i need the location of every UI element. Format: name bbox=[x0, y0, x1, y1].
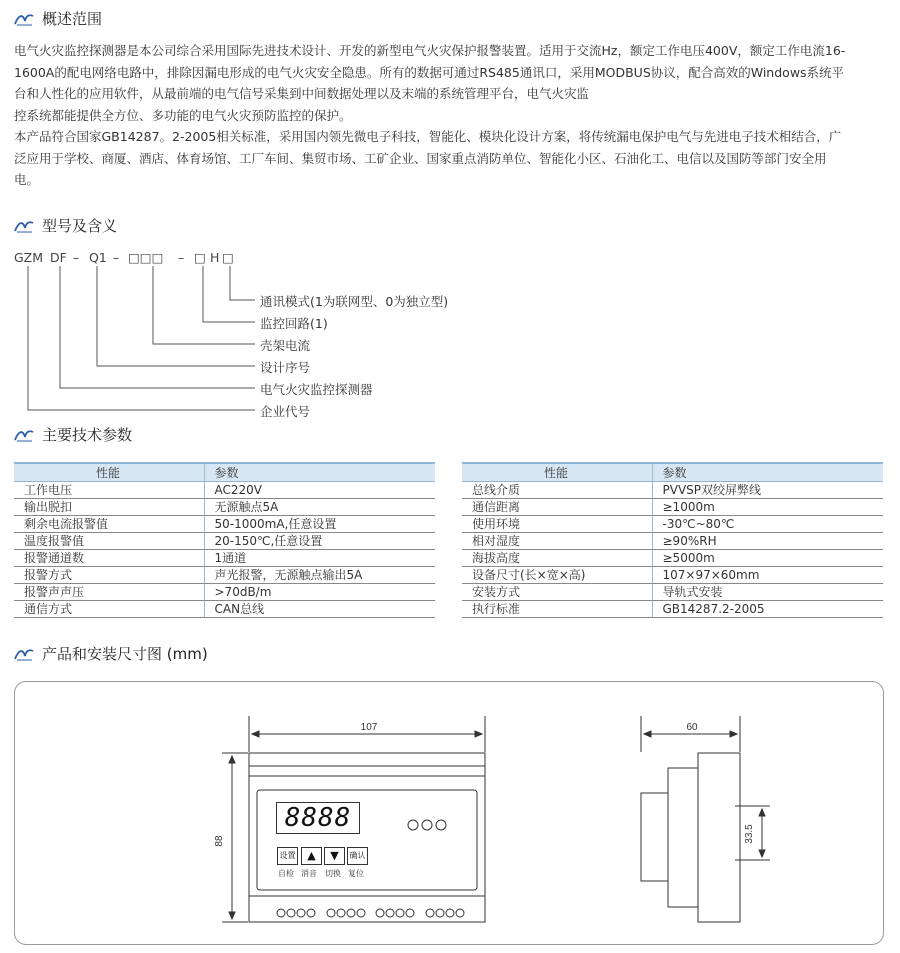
cell: 报警通道数 bbox=[14, 550, 204, 567]
setup-button: 设置 bbox=[277, 847, 298, 865]
model-label-design: 设计序号 bbox=[260, 360, 311, 375]
cell: 剩余电流报警值 bbox=[14, 516, 204, 533]
params-title: 主要技术参数 bbox=[42, 426, 133, 444]
cell: CAN总线 bbox=[204, 601, 435, 618]
code-h: H bbox=[210, 250, 220, 265]
cell: 无源触点5A bbox=[204, 499, 435, 516]
diagram-title: 产品和安装尺寸图 (mm) bbox=[42, 645, 208, 663]
cell: 执行标准 bbox=[462, 601, 652, 618]
lcd-display bbox=[276, 802, 360, 834]
cell: 1通道 bbox=[204, 550, 435, 567]
col-header: 参数 bbox=[204, 463, 435, 482]
model-title: 型号及含义 bbox=[42, 217, 118, 235]
cell: 温度报警值 bbox=[14, 533, 204, 550]
code-circuit: □ bbox=[194, 250, 206, 265]
cell: -30℃~80℃ bbox=[652, 516, 883, 533]
text-line: 本产品符合国家GB14287。2-2005相关标准，采用国内领先微电子科技，智能化、模块化设计方案，将传统漏电保护电气与先进电子技术相结合，广 bbox=[14, 129, 842, 144]
cell: 安装方式 bbox=[462, 584, 652, 601]
terminal-group-1 bbox=[277, 909, 315, 917]
code-dash: – bbox=[73, 250, 80, 265]
code-company: GZM bbox=[14, 250, 44, 265]
terminal-group-4 bbox=[426, 909, 464, 917]
cell: PVVSP双绞屏弊线 bbox=[652, 482, 883, 499]
cell: 声光报警，无源触点输出5A bbox=[204, 567, 435, 584]
text-line: 泛应用于学校、商厦、酒店、体育场馆、工厂车间、集贸市场、工矿企业、国家重点消防单位、智能化小区、石油化工、电信以及国防等部门安全用 bbox=[14, 150, 827, 166]
terminal-blocks bbox=[277, 909, 464, 917]
code-frame-current: □□□ bbox=[128, 250, 164, 265]
up-button: ▲ bbox=[301, 847, 322, 865]
text-line: 控系统都能提供全方位、多功能的电气火灾预防监控的保护。 bbox=[14, 107, 352, 123]
col-header: 参数 bbox=[652, 463, 883, 482]
cell: 报警声声压 bbox=[14, 584, 204, 601]
down-button: ▼ bbox=[324, 847, 345, 865]
cell: >70dB/m bbox=[204, 584, 435, 601]
col-header: 性能 bbox=[462, 463, 652, 482]
model-label-company: 企业代号 bbox=[260, 404, 311, 419]
rail-dimension-label: 33.5 bbox=[744, 824, 755, 844]
terminal-group-2 bbox=[327, 909, 365, 917]
cell: 50-1000mA,任意设置 bbox=[204, 516, 435, 533]
col-header: 性能 bbox=[14, 463, 204, 482]
confirm-button: 确认 bbox=[347, 847, 368, 865]
cell: 通信方式 bbox=[14, 601, 204, 618]
text-line: 台和人性化的应用软件，从最前端的电气信号采集到中间数据处理以及末端的系统管理平台，电气火灾监 bbox=[14, 86, 590, 101]
model-label-frame: 壳架电流 bbox=[260, 338, 311, 353]
button-label-switch: 切换 bbox=[325, 869, 341, 878]
cell: 通信距离 bbox=[462, 499, 652, 516]
model-label-product: 电气火灾监控探测器 bbox=[260, 382, 373, 397]
cell: GB14287.2-2005 bbox=[652, 601, 883, 618]
code-comm-mode: □ bbox=[222, 250, 234, 265]
cell: ≥90%RH bbox=[652, 533, 883, 550]
overview-title: 概述范围 bbox=[42, 10, 103, 28]
cell: ≥5000m bbox=[652, 550, 883, 567]
cell: 工作电压 bbox=[14, 482, 204, 499]
text-line: 电。 bbox=[14, 172, 40, 187]
code-dash: – bbox=[178, 250, 185, 265]
cell: 107×97×60mm bbox=[652, 567, 883, 584]
cell: ≥1000m bbox=[652, 499, 883, 516]
code-dash: – bbox=[113, 250, 120, 265]
cell: 相对湿度 bbox=[462, 533, 652, 550]
text-line: 电气火灾监控探测器是本公司综合采用国际先进技术设计、开发的新型电气火灾保护报警装置。适用于交流Hz，额定工作电压400V，额定工作电流16- bbox=[14, 43, 846, 58]
cell: 设备尺寸(长×宽×高) bbox=[462, 567, 652, 584]
terminal-group-3 bbox=[376, 909, 414, 917]
code-design: Q1 bbox=[89, 250, 107, 265]
cell: 使用环境 bbox=[462, 516, 652, 533]
text-line: 1600A的配电网络电路中，排除因漏电形成的电气火灾安全隐患。所有的数据可通过RS485通讯口，采用MODBUS协议，配合高效的Windows系统平 bbox=[14, 64, 845, 80]
depth-dimension-label: 60 bbox=[686, 722, 698, 733]
model-label-comm: 通讯模式(1为联网型、0为独立型) bbox=[260, 294, 449, 309]
cell: AC220V bbox=[204, 482, 435, 499]
lcd-digits: 8888 bbox=[284, 803, 352, 833]
model-label-circuit: 监控回路(1) bbox=[260, 316, 328, 331]
cell: 海拔高度 bbox=[462, 550, 652, 567]
cell: 20-150℃,任意设置 bbox=[204, 533, 435, 550]
code-product: DF bbox=[50, 250, 67, 265]
button-label-reset: 复位 bbox=[348, 869, 364, 878]
button-label-mute: 消音 bbox=[301, 869, 317, 878]
button-label-selftest: 自检 bbox=[278, 869, 294, 878]
cell: 导轨式安装 bbox=[652, 584, 883, 601]
cell: 报警方式 bbox=[14, 567, 204, 584]
height-dimension-label: 88 bbox=[214, 835, 225, 847]
cell: 输出脱扣 bbox=[14, 499, 204, 516]
cell: 总线介质 bbox=[462, 482, 652, 499]
width-dimension-label: 107 bbox=[360, 722, 378, 733]
